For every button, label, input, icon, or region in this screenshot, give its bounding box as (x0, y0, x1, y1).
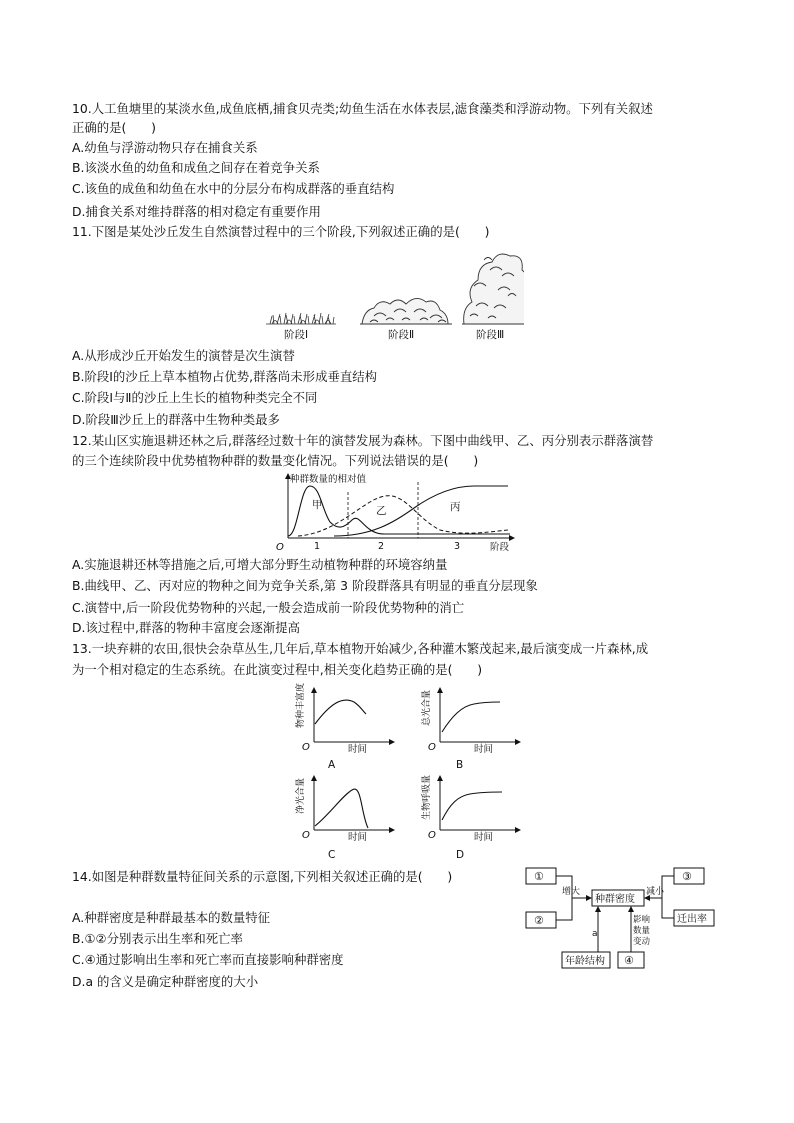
q12-option-b: B.曲线甲、乙、丙对应的物种之间为竞争关系,第 3 阶段群落具有明显的垂直分层现象 (72, 578, 538, 593)
decrease-label: 减小 (646, 887, 665, 897)
graph-b-origin: O (428, 742, 436, 753)
curve-jia (288, 486, 510, 536)
age-structure-label: 年龄结构 (565, 956, 605, 967)
graph-a-letter: A (328, 759, 336, 771)
graph-b-xlabel: 时间 (474, 744, 494, 755)
box-2-label: ② (534, 914, 544, 927)
q12-stem-line2: 的三个连续阶段中优势植物种群的数量变化情况。下列说法错误的是( ) (72, 453, 479, 468)
x-tick-2: 2 (378, 541, 385, 552)
q12-option-d: D.该过程中,群落的物种丰富度会逐渐提高 (72, 620, 301, 635)
q11-succession-figure (262, 246, 524, 342)
q11-option-d: D.阶段Ⅲ沙丘上的群落中生物种类最多 (72, 412, 280, 427)
graph-b-letter: B (456, 759, 464, 771)
q11-option-a: A.从形成沙丘开始发生的演替是次生演替 (72, 348, 295, 363)
q10-stem-line2: 正确的是( ) (72, 120, 157, 135)
q14-population-diagram (522, 864, 718, 972)
q13-graph-c (290, 770, 400, 862)
q14-option-b: B.①②分别表示出生率和死亡率 (72, 931, 243, 946)
x-tick-1: 1 (314, 541, 321, 552)
q13-graph-d (416, 770, 526, 862)
curve-bing (334, 486, 508, 536)
graph-d-letter: D (456, 849, 465, 861)
chart-origin: O (276, 542, 284, 553)
q13-stem-line2: 为一个相对稳定的生态系统。在此演变过程中,相关变化趋势正确的是( ) (72, 662, 483, 677)
stage-label-2: 阶段Ⅱ (388, 329, 415, 341)
series-label-jia: 甲 (312, 499, 323, 511)
q14-stem: 14.如图是种群数量特征间关系的示意图,下列相关叙述正确的是( ) (72, 869, 453, 884)
curve-b (442, 702, 500, 732)
graph-d-origin: O (428, 830, 436, 841)
q11-stem: 11.下图是某处沙丘发生自然演替过程中的三个阶段,下列叙述正确的是( ) (72, 224, 490, 239)
box-1-label: ① (534, 870, 544, 883)
q12-option-c: C.演替中,后一阶段优势物种的兴起,一般会造成前一阶段优势物种的消亡 (72, 600, 465, 615)
chart-xlabel: 阶段 (490, 542, 510, 553)
a-label: a (592, 929, 598, 939)
q12-population-chart (274, 470, 522, 556)
graph-c-origin: O (302, 830, 310, 841)
q13-graph-a (290, 682, 400, 774)
box-3-label: ③ (682, 870, 692, 883)
q13-graph-b (416, 682, 526, 774)
graph-d-ylabel: 生物呼吸量 (422, 774, 432, 820)
curve-d (442, 792, 502, 820)
graph-a-ylabel: 物种丰富度 (296, 682, 306, 728)
graph-a-xlabel: 时间 (348, 744, 368, 755)
q14-option-d: D.a 的含义是确定种群密度的大小 (72, 974, 259, 989)
q10-stem-line1: 10.人工鱼塘里的某淡水鱼,成鱼底栖,捕食贝壳类;幼鱼生活在水体表层,滤食藻类和浮游动物。下列有关叙述 (72, 101, 653, 116)
curve-c (315, 789, 368, 828)
q14-option-c: C.④通过影响出生率和死亡率而直接影响种群密度 (72, 952, 344, 967)
q13-stem-line1: 13.一块弃耕的农田,很快会杂草丛生,几年后,草本植物开始减少,各种灌木繁茂起来,最后演变成一片森林,成 (72, 641, 649, 656)
connector-left (556, 876, 572, 920)
box-4-label: ④ (624, 954, 634, 967)
affect-label-2: 数量 (633, 926, 651, 936)
q11-option-b: B.阶段Ⅰ的沙丘上草本植物占优势,群落尚未形成垂直结构 (72, 369, 378, 384)
stage2-shrub-illustration (360, 298, 452, 324)
density-label: 种群密度 (595, 894, 635, 905)
graph-a-origin: O (302, 742, 310, 753)
stage3-forest-illustration (462, 254, 524, 324)
x-tick-3: 3 (454, 541, 461, 552)
graph-c-xlabel: 时间 (348, 832, 368, 843)
q11-option-c: C.阶段Ⅰ与Ⅱ的沙丘上生长的植物种类完全不同 (72, 390, 318, 405)
q12-option-a: A.实施退耕还林等措施之后,可增大部分野生动植物种群的环境容纳量 (72, 557, 448, 572)
emigration-label: 迁出率 (677, 914, 707, 925)
q14-option-a: A.种群密度是种群最基本的数量特征 (72, 910, 271, 925)
graph-b-ylabel: 总光合量 (422, 689, 432, 726)
increase-label: 增大 (562, 887, 581, 897)
stage1-grass-illustration (266, 313, 336, 324)
q10-option-b: B.该淡水鱼的幼鱼和成鱼之间存在着竞争关系 (72, 160, 320, 175)
q10-option-c: C.该鱼的成鱼和幼鱼在水中的分层分布构成群落的垂直结构 (72, 181, 395, 196)
stage-label-1: 阶段Ⅰ (284, 329, 309, 341)
graph-c-letter: C (328, 849, 336, 861)
chart-ylabel: 种群数量的相对值 (290, 474, 367, 485)
affect-label-3: 变动 (633, 937, 651, 947)
q10-option-a: A.幼鱼与浮游动物只存在捕食关系 (72, 140, 258, 155)
affect-label-1: 影响 (633, 915, 651, 925)
series-label-yi: 乙 (376, 505, 387, 517)
stage-label-3: 阶段Ⅲ (476, 329, 505, 341)
series-label-bing: 丙 (450, 501, 461, 513)
graph-c-ylabel: 净光合量 (296, 777, 306, 814)
q10-option-d: D.捕食关系对维持群落的相对稳定有重要作用 (72, 204, 321, 219)
connector-right (662, 876, 674, 918)
q12-stem-line1: 12.某山区实施退耕还林之后,群落经过数十年的演替发展为森林。下图中曲线甲、乙、丙分别表示群落演替 (72, 433, 654, 448)
curve-a (315, 700, 366, 724)
graph-d-xlabel: 时间 (474, 832, 494, 843)
